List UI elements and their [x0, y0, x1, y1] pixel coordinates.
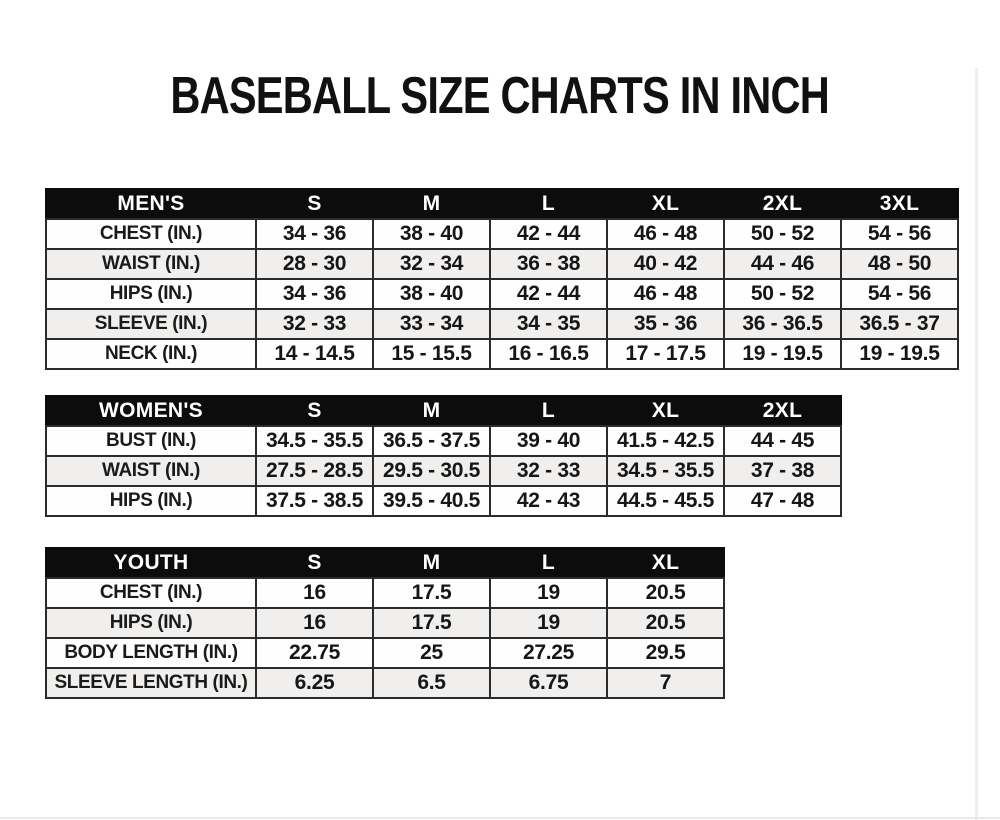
size-value-cell: 29.5 - 30.5 [373, 456, 490, 486]
size-value-cell: 17.5 [373, 608, 490, 638]
youth-group-header: YOUTH [46, 548, 256, 578]
womens-table-section [45, 395, 1000, 517]
measurement-row-label: WAIST (IN.) [46, 249, 256, 279]
scan-edge-bottom-artifact [0, 817, 1000, 819]
mens-size-column-header: L [490, 189, 607, 219]
youth-size-column-header: S [256, 548, 373, 578]
womens-size-column-header: 2XL [724, 396, 841, 426]
size-value-cell: 17 - 17.5 [607, 339, 724, 369]
youth-table-row [46, 578, 724, 608]
size-value-cell: 54 - 56 [841, 279, 958, 309]
size-value-cell: 25 [373, 638, 490, 668]
page-title [0, 68, 1000, 124]
measurement-row-label: BODY LENGTH (IN.) [46, 638, 256, 668]
measurement-row-label: HIPS (IN.) [46, 486, 256, 516]
womens-group-header: WOMEN'S [46, 396, 256, 426]
mens-table-row [46, 339, 958, 369]
womens-size-column-header: L [490, 396, 607, 426]
mens-size-column-header: XL [607, 189, 724, 219]
size-value-cell: 44 - 45 [724, 426, 841, 456]
size-value-cell: 35 - 36 [607, 309, 724, 339]
womens-size-column-header: S [256, 396, 373, 426]
size-value-cell: 34.5 - 35.5 [256, 426, 373, 456]
measurement-row-label: WAIST (IN.) [46, 456, 256, 486]
size-value-cell: 33 - 34 [373, 309, 490, 339]
measurement-row-label: CHEST (IN.) [46, 578, 256, 608]
size-value-cell: 7 [607, 668, 724, 698]
size-value-cell: 41.5 - 42.5 [607, 426, 724, 456]
size-value-cell: 14 - 14.5 [256, 339, 373, 369]
size-value-cell: 28 - 30 [256, 249, 373, 279]
measurement-row-label: HIPS (IN.) [46, 608, 256, 638]
mens-table-section [45, 188, 1000, 370]
youth-size-column-header: L [490, 548, 607, 578]
measurement-row-label: SLEEVE (IN.) [46, 309, 256, 339]
scan-edge-right-artifact [975, 68, 978, 820]
youth-size-column-header: M [373, 548, 490, 578]
size-value-cell: 38 - 40 [373, 219, 490, 249]
size-value-cell: 6.25 [256, 668, 373, 698]
mens-size-column-header: 2XL [724, 189, 841, 219]
youth-table-row [46, 668, 724, 698]
size-value-cell: 16 [256, 608, 373, 638]
mens-table-row [46, 249, 958, 279]
size-value-cell: 22.75 [256, 638, 373, 668]
womens-table-row [46, 456, 841, 486]
mens-table-row [46, 219, 958, 249]
size-value-cell: 16 [256, 578, 373, 608]
youth-header-row [46, 548, 724, 578]
size-value-cell: 29.5 [607, 638, 724, 668]
mens-size-table [45, 188, 959, 370]
womens-table-row [46, 486, 841, 516]
mens-group-header: MEN'S [46, 189, 256, 219]
youth-size-table [45, 547, 725, 699]
size-value-cell: 27.25 [490, 638, 607, 668]
size-value-cell: 42 - 44 [490, 219, 607, 249]
size-value-cell: 47 - 48 [724, 486, 841, 516]
size-value-cell: 34.5 - 35.5 [607, 456, 724, 486]
size-value-cell: 6.75 [490, 668, 607, 698]
measurement-row-label: HIPS (IN.) [46, 279, 256, 309]
size-value-cell: 42 - 43 [490, 486, 607, 516]
youth-table-row [46, 608, 724, 638]
mens-size-column-header: S [256, 189, 373, 219]
size-value-cell: 19 - 19.5 [724, 339, 841, 369]
size-value-cell: 39 - 40 [490, 426, 607, 456]
size-value-cell: 37.5 - 38.5 [256, 486, 373, 516]
size-value-cell: 19 [490, 578, 607, 608]
size-value-cell: 46 - 48 [607, 219, 724, 249]
size-value-cell: 19 [490, 608, 607, 638]
size-value-cell: 16 - 16.5 [490, 339, 607, 369]
measurement-row-label: CHEST (IN.) [46, 219, 256, 249]
size-value-cell: 50 - 52 [724, 279, 841, 309]
youth-table-section [45, 547, 1000, 699]
size-value-cell: 36 - 36.5 [724, 309, 841, 339]
size-value-cell: 34 - 36 [256, 279, 373, 309]
size-value-cell: 32 - 33 [256, 309, 373, 339]
page-title-text: BASEBALL SIZE CHARTS IN INCH [170, 67, 830, 125]
youth-table-row [46, 638, 724, 668]
size-value-cell: 36 - 38 [490, 249, 607, 279]
size-value-cell: 27.5 - 28.5 [256, 456, 373, 486]
measurement-row-label: SLEEVE LENGTH (IN.) [46, 668, 256, 698]
size-value-cell: 50 - 52 [724, 219, 841, 249]
size-value-cell: 32 - 34 [373, 249, 490, 279]
size-value-cell: 20.5 [607, 578, 724, 608]
size-value-cell: 15 - 15.5 [373, 339, 490, 369]
size-value-cell: 19 - 19.5 [841, 339, 958, 369]
size-value-cell: 44 - 46 [724, 249, 841, 279]
size-value-cell: 48 - 50 [841, 249, 958, 279]
size-value-cell: 37 - 38 [724, 456, 841, 486]
womens-table-row [46, 426, 841, 456]
size-value-cell: 54 - 56 [841, 219, 958, 249]
size-value-cell: 34 - 35 [490, 309, 607, 339]
size-value-cell: 42 - 44 [490, 279, 607, 309]
size-value-cell: 40 - 42 [607, 249, 724, 279]
measurement-row-label: BUST (IN.) [46, 426, 256, 456]
mens-size-column-header: 3XL [841, 189, 958, 219]
size-chart-page [0, 68, 1000, 699]
size-value-cell: 36.5 - 37 [841, 309, 958, 339]
size-value-cell: 38 - 40 [373, 279, 490, 309]
youth-size-column-header: XL [607, 548, 724, 578]
size-value-cell: 44.5 - 45.5 [607, 486, 724, 516]
size-value-cell: 17.5 [373, 578, 490, 608]
mens-size-column-header: M [373, 189, 490, 219]
mens-header-row [46, 189, 958, 219]
womens-size-column-header: M [373, 396, 490, 426]
size-value-cell: 20.5 [607, 608, 724, 638]
womens-size-column-header: XL [607, 396, 724, 426]
size-value-cell: 46 - 48 [607, 279, 724, 309]
size-tables-container [45, 188, 1000, 699]
size-value-cell: 6.5 [373, 668, 490, 698]
size-value-cell: 39.5 - 40.5 [373, 486, 490, 516]
size-value-cell: 36.5 - 37.5 [373, 426, 490, 456]
measurement-row-label: NECK (IN.) [46, 339, 256, 369]
mens-table-row [46, 279, 958, 309]
size-value-cell: 32 - 33 [490, 456, 607, 486]
womens-header-row [46, 396, 841, 426]
size-value-cell: 34 - 36 [256, 219, 373, 249]
womens-size-table [45, 395, 842, 517]
mens-table-row [46, 309, 958, 339]
